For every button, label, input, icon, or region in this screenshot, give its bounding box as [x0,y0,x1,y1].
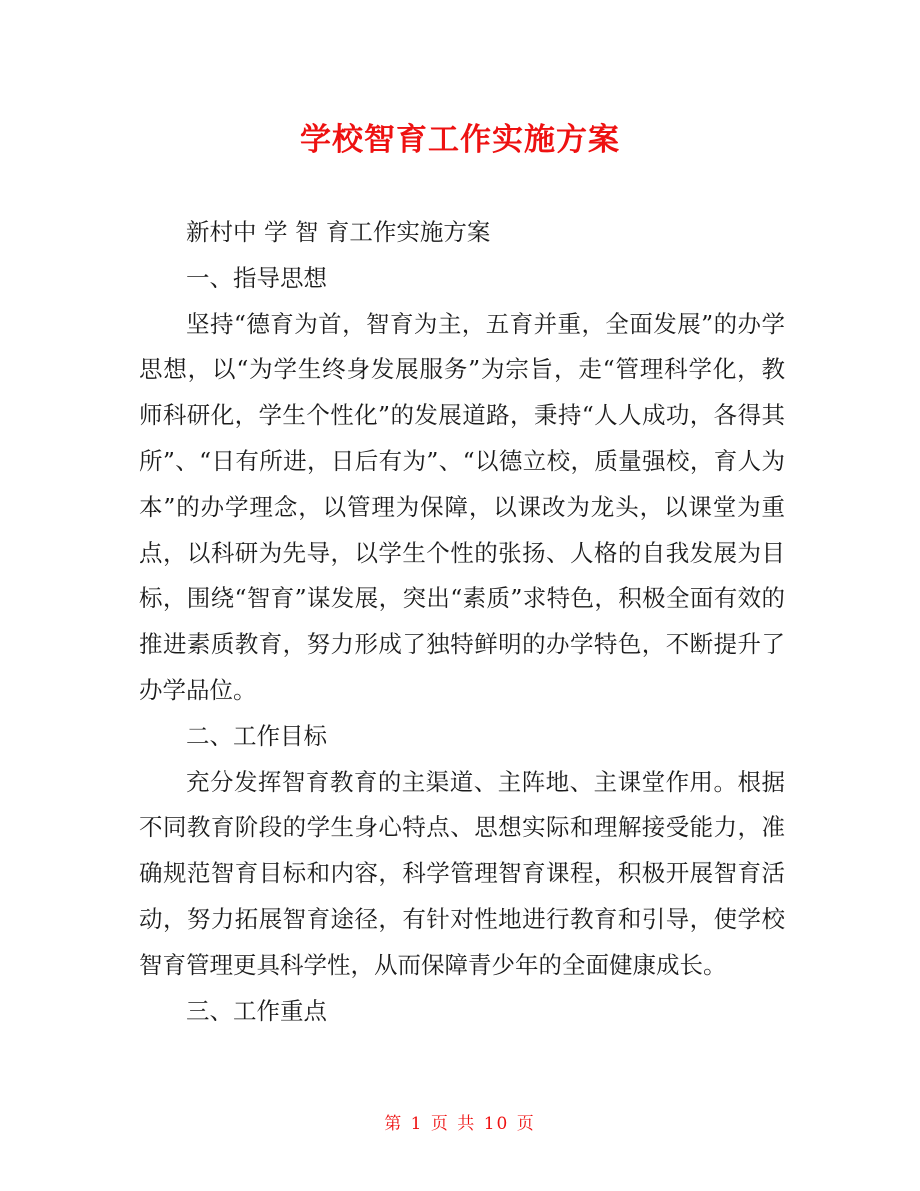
heading-work-focus: 三、工作重点 [186,996,327,1025]
page-number-footer: 第 1 页 共 10 页 [384,1114,536,1134]
paragraph-subtitle: 新村中 学 智 育工作实施方案 [186,218,491,246]
heading-work-goals: 二、工作目标 [186,721,327,750]
paragraph-guiding-ideology: 坚持“德育为首，智育为主，五育并重，全面发展”的办学思想，以“为学生终身发展服务”为宗旨，走“管理科学化，教师科研化，学生个性化”的发展道路，秉持“人人成功，各得其所”、“日有所进，日后有为”、“以德立校，质量强校，育人为本”的办学理念，以管理为保障，以课改为龙头，以课堂为重点，以科研为先导，以学生个性的张扬、人格的自我发展为目标，围绕“智育”谋发展，突出“素质”求特色，积极全面有效的推进素质教育，努力形成了独特鲜明的办学特色，不断提升了办学品位。 [139,309,785,704]
document-title: 学校智育工作实施方案 [300,122,620,158]
document-body [139,210,785,1034]
paragraph-work-goals: 充分发挥智育教育的主渠道、主阵地、主课堂作用。根据不同教育阶段的学生身心特点、思想实际和理解接受能力，准确规范智育目标和内容，科学管理智育课程，积极开展智育活动，努力拓展智育途径，有针对性地进行教育和引导，使学校智育管理更具科学性，从而保障青少年的全面健康成长。 [139,767,785,979]
heading-guiding-ideology: 一、指导思想 [186,263,327,292]
